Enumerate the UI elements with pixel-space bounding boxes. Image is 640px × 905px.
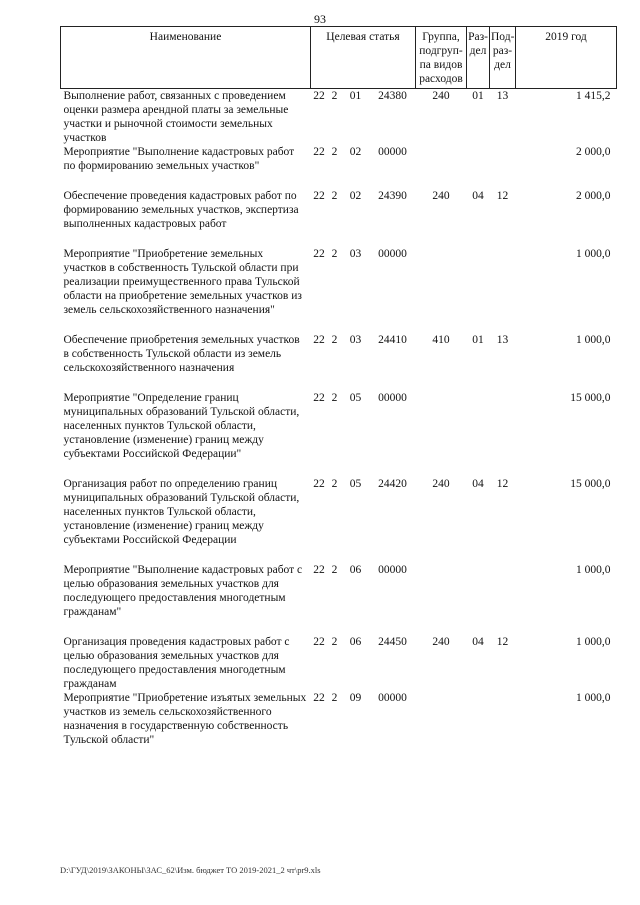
- amount-2019: 2 000,0: [576, 146, 611, 158]
- target-article-part1: 22: [313, 392, 325, 404]
- row-name: Мероприятие "Определение границ муниципальных образований Тульской области, населенных пунктов Тульской области, установление (изменение) границ между субъектами Российской Федерации": [63, 392, 300, 460]
- subsection-code: [490, 247, 516, 317]
- header-group: Группа, подгруп-па видов расходов: [416, 27, 467, 89]
- spacer-cell: [61, 317, 617, 333]
- section-code: [467, 145, 490, 173]
- section-code: [467, 563, 490, 619]
- amount-2019: 1 415,2: [576, 90, 611, 102]
- table-header: [61, 27, 617, 89]
- subsection-code: [490, 145, 516, 173]
- table-row: [61, 145, 617, 173]
- row-name: Мероприятие "Приобретение земельных участков в собственность Тульской области при реализации преимущественного права Тульской области на приобретение земельных участков из земель сельскохозяйственного назначения": [63, 248, 302, 316]
- row-name: Организация работ по определению границ муниципальных образований Тульской области, населенных пунктов Тульской области, установление (изменение) границ между субъектами Российской Федерации: [63, 478, 300, 546]
- subsection-code: 13: [496, 334, 509, 346]
- header-name: Наименование: [61, 27, 311, 89]
- subsection-code: [490, 563, 516, 619]
- subsection-code: 13: [496, 90, 509, 102]
- expense-group: 240: [432, 190, 450, 202]
- target-article-part3: 03: [349, 248, 362, 260]
- table-row: [61, 691, 617, 747]
- section-code: 04: [472, 478, 484, 490]
- amount-2019: 15 000,0: [570, 478, 611, 490]
- subsection-code: 12: [496, 478, 509, 490]
- spacer-cell: [61, 375, 617, 391]
- target-article-part2: 2: [331, 334, 338, 346]
- target-article-part2: 2: [331, 146, 338, 158]
- table-row: [61, 333, 617, 375]
- target-article-part4: 00000: [378, 564, 407, 576]
- target-article-part4: 00000: [378, 248, 407, 260]
- expense-group: 410: [432, 334, 450, 346]
- budget-table: [60, 26, 617, 747]
- target-article-part2: 2: [331, 692, 338, 704]
- target-article-part1: 22: [313, 564, 325, 576]
- target-article-part3: 03: [349, 334, 362, 346]
- row-name: Мероприятие "Приобретение изъятых земельных участков из земель сельскохозяйственного назначения в государственную собственность Тульской области": [63, 692, 307, 746]
- target-article-part3: 02: [349, 146, 362, 158]
- section-code: [467, 691, 490, 747]
- table-row: [61, 635, 617, 691]
- page-number: 93: [314, 12, 326, 26]
- target-article-part3: 01: [349, 90, 362, 102]
- row-spacer: [61, 461, 617, 477]
- target-article-part2: 2: [331, 478, 338, 490]
- row-name: Обеспечение приобретения земельных участков в собственность Тульской области из земель сельскохозяйственного назначения: [63, 334, 300, 374]
- row-name: Организация проведения кадастровых работ с целью образования земельных участков для последующего предоставления многодетным гражданам: [63, 636, 290, 690]
- target-article-part3: 02: [349, 190, 362, 202]
- spacer-cell: [61, 231, 617, 247]
- expense-group: [416, 145, 467, 173]
- spacer-cell: [61, 619, 617, 635]
- target-article-part2: 2: [331, 636, 338, 648]
- row-spacer: [61, 231, 617, 247]
- target-article-part1: 22: [313, 146, 325, 158]
- table-row: [61, 247, 617, 317]
- amount-2019: 1 000,0: [576, 334, 611, 346]
- target-article-part1: 22: [313, 334, 325, 346]
- table-row: [61, 563, 617, 619]
- spacer-cell: [61, 461, 617, 477]
- subsection-code: 12: [496, 190, 509, 202]
- target-article-part1: 22: [313, 190, 325, 202]
- target-article-part3: 05: [349, 392, 362, 404]
- section-code: 01: [472, 334, 484, 346]
- target-article-part3: 06: [349, 636, 362, 648]
- amount-2019: 1 000,0: [576, 248, 611, 260]
- header-subsection: Под-раз-дел: [490, 27, 516, 89]
- expense-group: 240: [432, 478, 450, 490]
- row-name: Обеспечение проведения кадастровых работ по формированию земельных участков, экспертиза выполненных кадастровых работ: [63, 190, 299, 230]
- section-code: [467, 391, 490, 461]
- expense-group: [416, 247, 467, 317]
- subsection-code: [490, 391, 516, 461]
- target-article-part1: 22: [313, 692, 325, 704]
- budget-table-container: [60, 26, 616, 747]
- section-code: 01: [472, 90, 484, 102]
- row-name: Мероприятие "Выполнение кадастровых работ по формированию земельных участков": [63, 146, 295, 172]
- expense-group: 240: [432, 636, 450, 648]
- expense-group: [416, 563, 467, 619]
- target-article-part4: 00000: [378, 146, 407, 158]
- target-article-part4: 24390: [378, 190, 407, 202]
- target-article-part2: 2: [331, 190, 338, 202]
- target-article-part3: 05: [349, 478, 362, 490]
- section-code: 04: [472, 636, 484, 648]
- row-spacer: [61, 547, 617, 563]
- row-name: Мероприятие "Выполнение кадастровых работ с целью образования земельных участков для последующего предоставления многодетным гражданам": [63, 564, 303, 618]
- target-article-part1: 22: [313, 636, 325, 648]
- expense-group: 240: [432, 90, 450, 102]
- target-article-part2: 2: [331, 392, 338, 404]
- table-row: [61, 477, 617, 547]
- spacer-cell: [61, 547, 617, 563]
- table-row: [61, 391, 617, 461]
- section-code: [467, 247, 490, 317]
- target-article-part2: 2: [331, 564, 338, 576]
- header-section: Раз-дел: [467, 27, 490, 89]
- target-article-part4: 00000: [378, 392, 407, 404]
- target-article-part2: 2: [331, 90, 338, 102]
- expense-group: [416, 391, 467, 461]
- row-spacer: [61, 317, 617, 333]
- amount-2019: 15 000,0: [570, 392, 611, 404]
- target-article-part4: 24410: [378, 334, 407, 346]
- target-article-part4: 24380: [378, 90, 407, 102]
- table-body: [61, 89, 617, 748]
- expense-group: [416, 691, 467, 747]
- row-spacer: [61, 375, 617, 391]
- target-article-part4: 24420: [378, 478, 407, 490]
- row-spacer: [61, 619, 617, 635]
- target-article-part1: 22: [313, 248, 325, 260]
- amount-2019: 2 000,0: [576, 190, 611, 202]
- target-article-part3: 09: [349, 692, 362, 704]
- subsection-code: [490, 691, 516, 747]
- row-name: Выполнение работ, связанных с проведением оценки размера арендной платы за земельные участки и рыночной стоимости земельных участков: [63, 90, 289, 144]
- spacer-cell: [61, 173, 617, 189]
- table-row: [61, 189, 617, 231]
- header-target-article: Целевая статья: [311, 27, 416, 89]
- target-article-part1: 22: [313, 90, 325, 102]
- section-code: 04: [472, 190, 484, 202]
- target-article-part4: 00000: [378, 692, 407, 704]
- amount-2019: 1 000,0: [576, 564, 611, 576]
- row-spacer: [61, 173, 617, 189]
- amount-2019: 1 000,0: [576, 692, 611, 704]
- target-article-part3: 06: [349, 564, 362, 576]
- target-article-part4: 24450: [378, 636, 407, 648]
- target-article-part2: 2: [331, 248, 338, 260]
- amount-2019: 1 000,0: [576, 636, 611, 648]
- target-article-part1: 22: [313, 478, 325, 490]
- header-year: 2019 год: [516, 27, 617, 89]
- table-row: [61, 89, 617, 146]
- subsection-code: 12: [496, 636, 509, 648]
- footer-file-path: D:\ГУД\2019\ЗАКОНЫ\ЗАС_62\Изм. бюджет ТО 2019-2021_2 чт\pr9.xls: [60, 865, 321, 875]
